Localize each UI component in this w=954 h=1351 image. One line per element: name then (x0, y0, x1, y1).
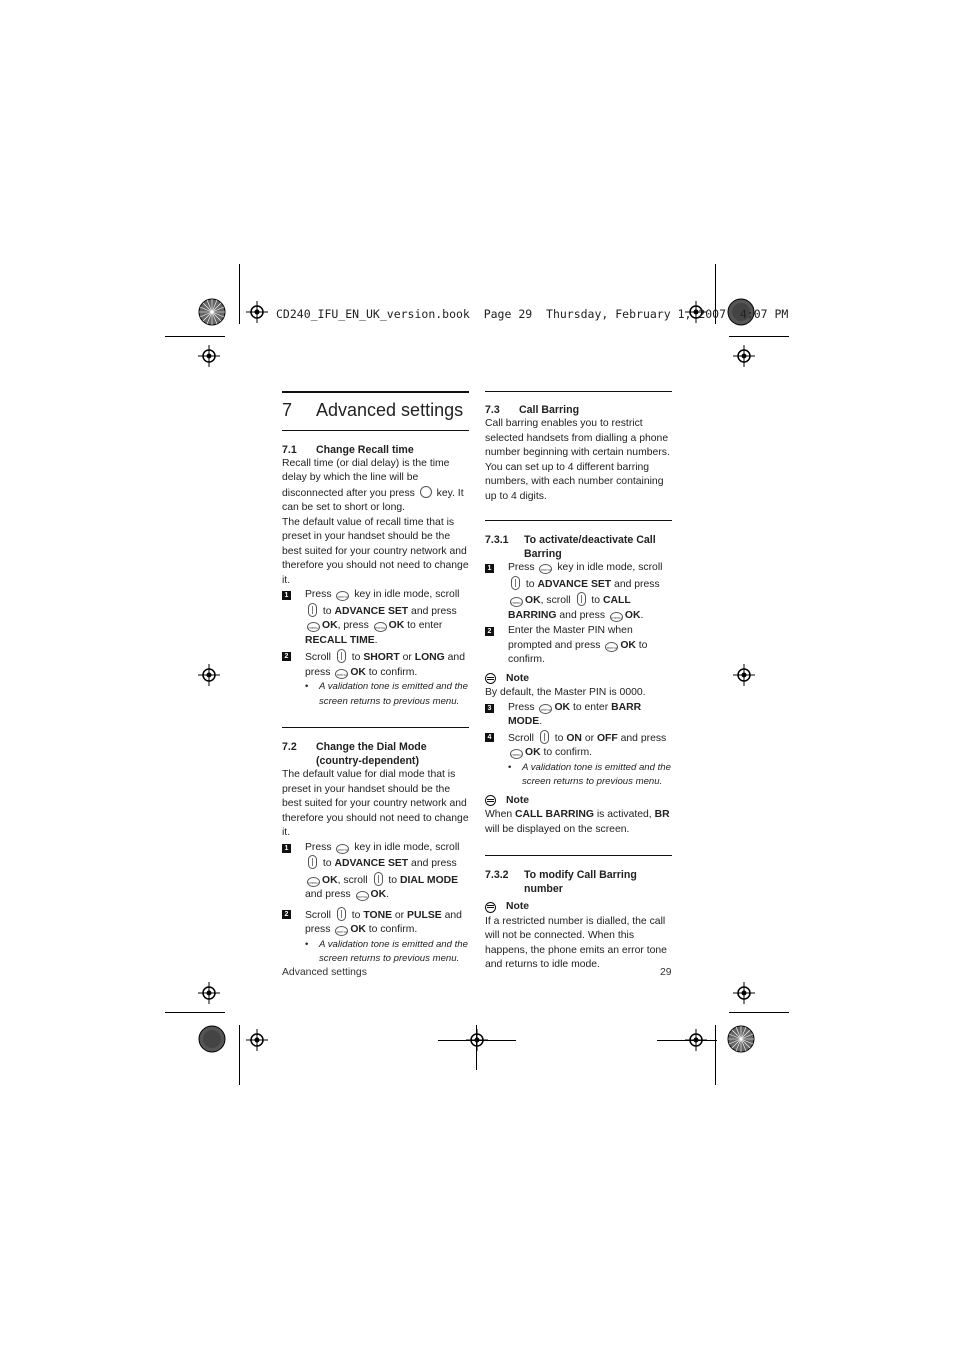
footer-section-name: Advanced settings (282, 967, 367, 978)
menu-key-icon: menu (610, 612, 623, 622)
recall-key-icon (420, 486, 432, 498)
menu-key-icon: menu (336, 591, 349, 601)
registration-mark (198, 982, 220, 1004)
menu-key-icon: menu (335, 926, 348, 936)
color-disk-mark (727, 1025, 755, 1053)
section-heading: 7.1 Change Recall time (282, 443, 414, 456)
paragraph: The default value of recall time that is preset in your handset should be the best suited for your country network and therefore you should not need to change it. (282, 516, 469, 586)
registration-mark (733, 345, 755, 367)
menu-key-icon: menu (605, 642, 618, 652)
list-item: 2 Scroll to TONE or PULSE and press menu OK to confirm. (282, 907, 469, 938)
scroll-key-icon (540, 730, 549, 744)
bullet-item: • A validation tone is emitted and the screen returns to previous menu. (282, 680, 469, 709)
bullet-item: • A validation tone is emitted and the screen returns to previous menu. (485, 761, 672, 790)
section-heading: 7.2 Change the Dial Mode (country-dependent) (282, 741, 427, 767)
section-heading: 7.3.1 To activate/deactivate Call Barring (485, 534, 656, 560)
menu-key-icon: menu (307, 622, 320, 632)
list-item: 1 Press menu key in idle mode, scroll to ADVANCE SET and press menu OK, scroll to CALL BARRING and press menu OK. (485, 561, 672, 623)
scroll-key-icon (337, 649, 346, 663)
list-item: 3 Press menu OK to enter BARR MODE. (485, 701, 672, 730)
registration-mark (246, 301, 268, 323)
note-heading: Note (485, 900, 672, 915)
registration-mark (198, 664, 220, 686)
note-icon (485, 902, 496, 913)
registration-mark (198, 345, 220, 367)
list-item: 1 Press menu key in idle mode, scroll to ADVANCE SET and press menu OK, press menu OK to enter RECALL TIME. (282, 588, 469, 648)
list-item: 2 Scroll to SHORT or LONG and press menu OK to confirm. (282, 649, 469, 680)
bullet-item: • A validation tone is emitted and the screen returns to previous menu. (282, 938, 469, 967)
color-disk-mark (198, 1025, 226, 1053)
scroll-key-icon (308, 855, 317, 869)
paragraph: Call barring enables you to restrict selected handsets from dialling a phone number beginning with certain numbers. You can set up to 4 different barring numbers, with each number containing up to 4 digits. (485, 418, 670, 502)
scroll-key-icon (308, 603, 317, 617)
menu-key-icon: menu (510, 597, 523, 607)
scroll-key-icon (337, 907, 346, 921)
menu-key-icon: menu (539, 564, 552, 574)
note-icon (485, 673, 496, 684)
right-column (485, 391, 672, 973)
left-column (282, 391, 469, 967)
scroll-key-icon (374, 872, 383, 886)
section-heading: 7.3.2 To modify Call Barring number (485, 869, 637, 895)
note-heading: Note (485, 672, 672, 687)
printer-header: CD240_IFU_EN_UK_version.book Page 29 Thursday, February 1, 2007 4:07 PM (276, 307, 789, 321)
menu-key-icon: menu (336, 844, 349, 854)
menu-key-icon: menu (356, 891, 369, 901)
registration-mark (733, 664, 755, 686)
menu-key-icon: menu (374, 622, 387, 632)
list-item: 1 Press menu key in idle mode, scroll to ADVANCE SET and press menu OK, scroll to DIAL MODE and press menu OK. (282, 841, 469, 903)
list-item: 2 Enter the Master PIN when prompted and press menu OK to confirm. (485, 624, 672, 668)
color-disk-mark (198, 298, 226, 326)
note-text: When CALL BARRING is activated, BR will be displayed on the screen. (485, 809, 670, 835)
note-heading: Note (485, 794, 672, 809)
menu-key-icon: menu (510, 749, 523, 759)
note-text: If a restricted number is dialled, the call will not be connected. When this happens, the phone emits an error tone and returns to idle mode. (485, 915, 667, 970)
list-item: 4 Scroll to ON or OFF and press menu OK to confirm. (485, 730, 672, 761)
section-heading: 7.3 Call Barring (485, 404, 580, 416)
page-number: 29 (660, 967, 672, 978)
scroll-key-icon (577, 592, 586, 606)
menu-key-icon: menu (335, 669, 348, 679)
paragraph: The default value for dial mode that is preset in your handset should be the best suited for your country network and therefore you should not need to change it. (282, 769, 469, 838)
registration-mark (733, 982, 755, 1004)
paragraph: Recall time (or dial delay) is the time delay by which the line will be disconnected after you press key. It can be set to short or long. (282, 457, 464, 513)
scroll-key-icon (511, 576, 520, 590)
chapter-title: 7 Advanced settings (282, 400, 464, 420)
note-text: By default, the Master PIN is 0000. (485, 687, 646, 698)
registration-mark (246, 1029, 268, 1051)
menu-key-icon: menu (307, 877, 320, 887)
note-icon (485, 795, 496, 806)
menu-key-icon: menu (539, 704, 552, 714)
